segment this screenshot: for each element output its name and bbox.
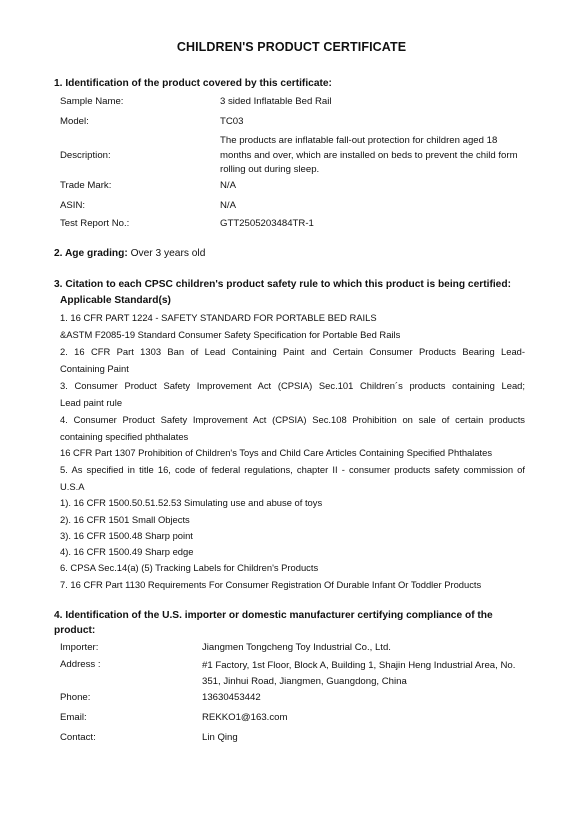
standard-line: 4). 16 CFR 1500.49 Sharp edge [60,546,194,557]
test-report-label: Test Report No.: [60,218,130,229]
address-label: Address : [60,659,101,670]
standard-line: 1). 16 CFR 1500.50.51.52.53 Simulating use and abuse of toys [60,497,323,508]
standard-line: 2). 16 CFR 1501 Small Objects [60,514,190,525]
trade-mark-label: Trade Mark: [60,180,112,191]
trade-mark-value: N/A [220,180,236,191]
age-grading-label: 2. Age grading: [54,248,128,259]
email-label: Email: [60,712,87,723]
section-3-heading: 3. Citation to each CPSC children's product safety rule to which this product is being certified: [54,279,511,290]
standard-line: 1. 16 CFR PART 1224 - SAFETY STANDARD FOR PORTABLE BED RAILS [60,312,377,323]
standard-line: Lead paint rule [60,397,123,408]
standard-line: 3). 16 CFR 1500.48 Sharp point [60,530,193,541]
section-2-heading [54,246,534,261]
asin-label: ASIN: [60,200,86,211]
page-title: CHILDREN'S PRODUCT CERTIFICATE [176,40,407,54]
standard-line: 4. Consumer Product Safety Improvement Act (CPSIA) Sec.108 Prohibition on sale of certain products [60,414,525,425]
importer-label: Importer: [60,642,99,653]
standard-line: 7. 16 CFR Part 1130 Requirements For Consumer Registration Of Durable Infant Or Toddler Products [60,579,482,590]
applicable-standards-heading: Applicable Standard(s) [60,295,171,306]
section-1-heading: 1. Identification of the product covered by this certificate: [54,78,332,89]
description-label: Description: [60,150,111,161]
email-value: REKKO1@163.com [202,712,288,723]
standard-line: 5. As specified in title 16, code of federal regulations, chapter II - consumer products safety commission of [60,464,525,475]
section-4-heading: 4. Identification of the U.S. importer or domestic manufacturer certifying compliance of the product: [54,610,493,636]
standard-line: &ASTM F2085-19 Standard Consumer Safety Specification for Portable Bed Rails [60,329,401,340]
contact-value: Lin Qing [202,732,238,743]
phone-label: Phone: [60,692,91,703]
asin-value: N/A [220,200,236,211]
standard-line: Containing Paint [60,363,129,374]
model-label: Model: [60,116,89,127]
description-value: The products are inflatable fall-out protection for children aged 18 months and over, which are installed on beds to prevent the child form rolling out during sleep. [220,135,518,176]
sample-name-label: Sample Name: [60,96,124,107]
standard-line: containing specified phthalates [60,431,189,442]
model-value: TC03 [220,116,244,127]
standard-line: 3. Consumer Product Safety Improvement Act (CPSIA) Sec.101 Children´s products containing Lead; [60,380,525,391]
importer-value: Jiangmen Tongcheng Toy Industrial Co., Ltd. [202,642,391,653]
standard-line: 6. CPSA Sec.14(a) (5) Tracking Labels for Children's Products [60,562,319,573]
sample-name-value: 3 sided Inflatable Bed Rail [220,96,332,107]
phone-value: 13630453442 [202,692,261,703]
standard-line: 2. 16 CFR Part 1303 Ban of Lead Containing Paint and Certain Consumer Products Bearing Lead- [60,346,525,357]
standard-line: 16 CFR Part 1307 Prohibition of Children's Toys and Child Care Articles Containing Specified Phthalates [60,447,493,458]
standard-line: U.S.A [60,481,85,492]
test-report-value: GTT2505203484TR-1 [220,218,314,229]
age-grading-value: Over 3 years old [130,248,206,259]
contact-label: Contact: [60,732,96,743]
address-value: #1 Factory, 1st Floor, Block A, Building 1, Shajin Heng Industrial Area, No. 351, Jinhui Road, Jiangmen, Guangdong, China [202,660,516,687]
